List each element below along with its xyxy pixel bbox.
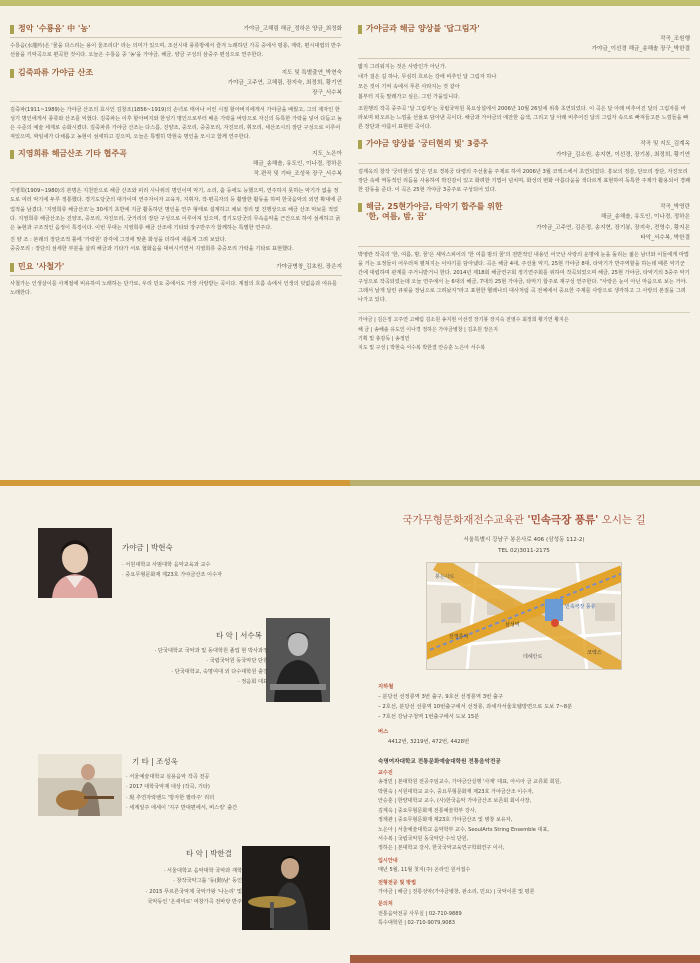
performer-name: 타 악 | 박한결: [186, 849, 232, 858]
performer-name: 기 타 | 조성욱: [132, 757, 178, 766]
section-body: 지영희(1909~1980)의 본명은 지천만으로 해금 산조와 피리 시나위의 명인이며 악기, 소리, 춤 등에도 능했으며, 연주하지 못하는 악기가 없을 정도로 여러 악기에 두루 정통했다. 경기도당굿의 대가이며 연주자이자 교육자, 지휘자, 작·편곡자의 등 활발한 활동을 하며 한국음악의 외연 확대에 큰 업적을 남겼다. '지영희류 해금산조'는 30세기 초반에 지금 활동하던 명인을 연주 형태로 설계하고 채보 정리 및 진행상으로 해금 산조 악보를 적었다. 지영희류 해금산조는 진양조, 중모리, 자진모리, 굿거리의 장단 구성으로 이루어져 있으며, 경기도당굿의 무속음악을 근간으로 하여 섬세하고 굵은 농현과 구조적인 음정이 특징이다. 이번 무대는 지영희류 해금 산조에 기타와 장구반주가 함께하는 특별한 연주다.: [10, 188, 342, 231]
section-title: 지영희류 해금산조 기타 협주곡: [10, 149, 127, 159]
section-body: 김죽파(1911~1989)는 가야금 산조의 효시인 김창조(1856~1919)의 손녀로 태어나 어린 시절 할아버지에게서 가야금을 배웠고, 그의 제자인 한성기 명인에게서 풍류와 산조를 익혔다. 김죽파는 이후 할아버지와 한성기 명인으로부터 배운 가락을 바탕으로 자신의 독특한 가락을 넣어 다듬고 높은 수준의 예술 세계로 승화시켰다. 김죽파류 가야금 산조는 다스름, 진양조, 중모리, 중중모리, 자진모리, 휘모리, 세산조시의 장단 구성으로 이루어져있으며, 짜임새가 다채롭고 농현이 섬세하고 깊으며, 오늘은 특별히 박현숙 명인을 모시고 함께 연주한다.: [10, 106, 342, 141]
portrait-icon: [38, 528, 112, 598]
performer-bio: · 서원대학교 사범대학 음악교육과 교수 · 중요무형문화재 제23호 가야금산조 이수자: [122, 562, 223, 579]
section-body: 사철가는 인생살이를 사계절에 비유하여 노래하는 단가로, 우리 민요 중에서도 가장 사랑받는 곡이다. 계절의 흐름 속에서 인생의 덧없음과 여유를 노래한다.: [10, 280, 337, 296]
performer-card: [10, 610, 342, 720]
section-credits: 작곡 및 지도_김계옥: [640, 141, 690, 148]
section-notes: 진 양 조 : 본래의 장단조적 틀에 '가락원' 감각에 그것에 맞춘 화성을 더하여 새롭게 그려 보았다. 중중모리 : 장단의 섬세한 부분을 살려 해금과 기타가 서로 협화음을 대비시키면서 지영희류 중중모리 가락을 기타로 표현했다.: [10, 236, 294, 253]
program-panel-right: [358, 24, 690, 474]
performer-name: 가야금 | 박현숙: [122, 543, 173, 552]
program-panel-left: [10, 24, 342, 474]
map-label-ex1: 선정릉역: [449, 634, 469, 641]
bullet-mark: [358, 25, 362, 34]
map-label-station: 삼성역: [505, 622, 520, 629]
portrait-icon: [38, 754, 122, 816]
performer-bio: · 서울대학교 음악대학 국악과 재학 · 창작국악그룹 '동(動)남' 동인 · 2015 푸르른국악제 국악가왕 '나는리' 및 국악동인 '온새미로' 여창가곡 전바탕 반주: [145, 868, 242, 906]
top-band: [0, 0, 700, 6]
performer-card: [10, 742, 342, 842]
section-credits: 작곡_박영란 해금_송해솔, 유도인, 이나경, 정하은: [600, 203, 690, 220]
divider: [10, 182, 342, 183]
program-section: [10, 68, 342, 143]
performer-bio: · 단국대학교 국악과 및 동대학원 졸업 현 박사과정 · 국립국악원 동국악단 단원 · 단국대학교, 숙명여대 외 다수대학원 출강 · 정음회 대표: [154, 648, 268, 686]
section-title: 김죽파류 가야금 산조: [10, 68, 93, 78]
section-credits: 가야금_김소원, 송지현, 이선경, 장기봉, 최정희, 황기연: [555, 151, 690, 158]
program-section: [358, 24, 690, 132]
section-credits: 가야금_고주연, 김은정, 송지현, 장기봉, 장지숙, 전영수, 황지은 타악_서수복, 박한결: [536, 224, 690, 241]
bullet-mark: [358, 203, 362, 212]
section-title: 민요 '사철가': [10, 262, 64, 272]
divider: [10, 101, 342, 102]
program-section: [10, 149, 342, 254]
map-label-road1: 봉은사로: [435, 574, 455, 581]
bullet-mark: [10, 263, 14, 272]
section-body: 수룡음(水龍吟)은 '물을 다스리는 용이 울조리다' 라는 의미가 있으며, 조선시대 풍류방에서 즐겨 노래하던 가곡 중에서 평롱, 계락, 편시대엽의 반주 선율을 기악곡으로 편곡한 것이다. 오늘은 수룡음 중 '농'을 가야금, 해금, 양금 구성의 삼중주 편성으로 연주한다.: [10, 43, 342, 59]
location-map[interactable]: [426, 562, 622, 670]
section-title: 가야금 양상블 '궁터현의 빛' 3중주: [358, 139, 488, 149]
bullet-mark: [10, 25, 14, 34]
bullet-mark: [358, 140, 362, 149]
bottom-band: [0, 955, 700, 963]
transport-directions: 지하철 – 분당선 선정릉역 3번 출구, 9호선 선정릉역 3번 출구 – 2호선, 분당선 선릉역 10번출구에서 선정릉, 과세자서울호텔방면으로 도보 7~8분 – 7호선 강남구청역 1번출구에서 도보 15분 버스 4412번, 3219번, 472번, 4428번: [378, 684, 573, 745]
divider: [358, 246, 690, 247]
bullet-mark: [10, 69, 14, 78]
performer-photo: [266, 618, 330, 702]
section-title: 정악 '수룡음' 中 '농': [10, 24, 91, 34]
directions-title: 국가무형문화재전수교육관 '민속극장 풍류' 오시는 길: [402, 514, 646, 526]
section-credits: 지도 및 특별출연_박현숙 가야금_고주연, 고해림, 장지숙, 최정희, 황기연 장구_서수복: [227, 69, 342, 96]
performer-photo: [38, 528, 112, 598]
address-block: 서울특별시 강남구 봉은사로 406 (삼성동 112-2) TEL 02)3011-2175: [463, 537, 585, 554]
school-info: 숙명여자대학교 전통문화예술대학원 전통음악전공 교수진 송정민 | 본대학원 전공주임교수, 가야금산실행 '사계' 대표, 아시아 금 교류회 회원, 박현숙 | 서원대학교 교수, 중요무형문화재 제23호 가야금산조 이수자, 안승훈 | 한양대학교 교수, (사)한국음악 가야금산조 보존회 회이사장, 김계옥 | 중요무형문화재 전통예술학부 강사, 정재관 | 중요무형문화재 제23호 가야금산조 및 병창 보유자, 노은아 | 서울예술대학교 음악학부 교수, SeoulArts String Ensemble 대표, 서수복 | 국립국악원 동국악단 수석 단원, 정하은 | 본대학교 강사, 한국국악교육연구학회연구 이사, 입시안내 매년 5월, 11월 첫지(주) 온라인 원서접수 전형전공 및 방법 가야금 | 해금 | 전통성악(가야금병창, 판소리, 민요) | 국악이론 및 평론 문의처 전통음악전공 사무실 | 02-710-9889 특수대학원 | 02-710-9079,9083: [378, 758, 562, 927]
program-section: [358, 139, 690, 195]
bullet-mark: [10, 150, 14, 159]
program-section: [10, 24, 342, 61]
map-label-center: 민속극장 풍류: [565, 604, 596, 611]
divider: [358, 163, 690, 164]
performer-bio: · 서울예술대학교 실용음악 작곡 전공 · 2017 대학국악제 대상 (작곡, 기타) · 現 추연자락밴드 '방자한 팔라주' 리더 · 세계일주 에세이 '지구 반대편에서, 버스킹' 출간: [126, 774, 238, 812]
portrait-icon: [266, 618, 330, 702]
portrait-icon: [242, 846, 330, 930]
staff-list: 가야금 | 김은정 고주연 고해림 김소원 송지현 이선경 장기봉 장지숙 전영수 최정희 황기연 황지은 해 금 | 송해솔 유도인 이나경 정하은 가야금병창 | 김초원 장은지 기획 및 총감독 | 송정민 지도 및 구성 | 박현숙 서수복 박한결 안승훈 노은아 서수복: [358, 312, 690, 353]
divider: [10, 275, 342, 276]
section-credits: 가야금병창_김초원, 장은지: [276, 263, 342, 270]
section-credits: 작곡_조원행 가야금_이선경 해금_송해솔 장구_박한결: [591, 36, 690, 53]
directions-panel: [358, 492, 690, 952]
divider: [358, 58, 690, 59]
program-section: [358, 202, 690, 305]
section-body: 밟지 그리워지는 것은 사랑인가 아닌가. 내가 걸은 길 하나, 무심히 흐르는 강에 비추인 달 그림자 하나 모든 것이 기억 속에서 푸른 사라지는 것 같아 봄부터 지듯 말래가고 싶은, 그런 가을입니다. 조원행의 작곡 중주곡 '달 그림자'는 국립국악원 목요상설에서 2006년 10월 26일에 위촉 초연되었다. 이 곡은 달 아래 비추어진 달의 그림자를 바라보며 떠오르는 느낌을 선율로 담아낸 곡이다. 해금과 가야금의 애잔한 음색, 그리고 달 아래 비추어진 달의 그림자 속으로 빠져들고픈 느낌들을 빠른 장단과 아름이 표현된 곡이다.: [358, 63, 689, 131]
section-title: 해금, 25현가야금, 타악기 합주를 위한 '한, 여름, 밤, 꿈': [358, 202, 508, 223]
divider: [10, 37, 342, 38]
performer-photo: [242, 846, 330, 930]
map-label-ex2: 코엑스: [587, 650, 602, 657]
performer-card: [10, 840, 342, 950]
performer-name: 타 악 | 서수복: [216, 631, 262, 640]
section-body: 김계옥의 창작 '궁터현의 빛'은 민요 경복궁 타령의 주선율을 주제로 하여 2006년 3월 코엑스에서 초연되었다. 흥보의 정감, 단모리 장단, 자진모리 장단 속에 역동적인 리듬을 사용하여 박진감이 있고 화려한 기법이 넘치며, 화성의 변화 아름다움을 색다르게 표현하여 독특한 주제가 활용되어 경쾌한 감동을 준다. 이 곡은 25현 가야금 3중주로 구성되어 있다.: [358, 168, 690, 193]
section-credits: 가야금_고해림 해금_정하은 양금_최정화: [243, 26, 342, 32]
section-body: 박영란 작곡의 '한, 여름, 밤, 꿈'은 셰익스피어의 '한 여름 밤의 꿈'의 전반적인 내용인 어긋난 사랑의 운명에 눈을 돌리는 젊은 남녀와 이들에게 마법을 거는 요정들이 어우러져 펼쳐지는 이야기를 담아냈다. 곡은 해금 4대, 주선율 악기, 25현 가야금 8대, 타악기가 반주역할을 하는데 때론 악기군 간에 대립하며 관계를 주거니받거니 한다. 2014년 제18회 해금연구회 정기연주회를 위하여 작곡되었으며 해금, 25현 가야금, 타악기의 3중주 악기구성으로 작곡되었는데 오늘 연주에서 는 6대의 해금, 7대의 25현 가야금, 타악기 합주로 재구성 연주한다. "사랑은 눈이 아닌 마음으로 보는 거야. 그래서 날개 달린 큐핏을 장님으로 그려놨지"라고 표현한 헬레나의 대사처럼 곡 전체에서 중요한 주제를 사랑으로 생각하고 그 사랑의 본질을 그려나가고 있다.: [358, 251, 690, 304]
program-section: [10, 262, 342, 299]
section-credits: 지도_노은아 해금_송해솔, 유도인, 이나경, 정하은 작.편곡 및 기타_조성욱 장구_서수복: [252, 151, 342, 178]
performers-panel: [10, 492, 342, 952]
performer-photo: [38, 754, 122, 816]
map-label-road2: 테헤란로: [523, 654, 543, 661]
section-title: 가야금과 해금 양상블 '답그림자': [358, 24, 480, 34]
middle-band: [0, 480, 700, 486]
